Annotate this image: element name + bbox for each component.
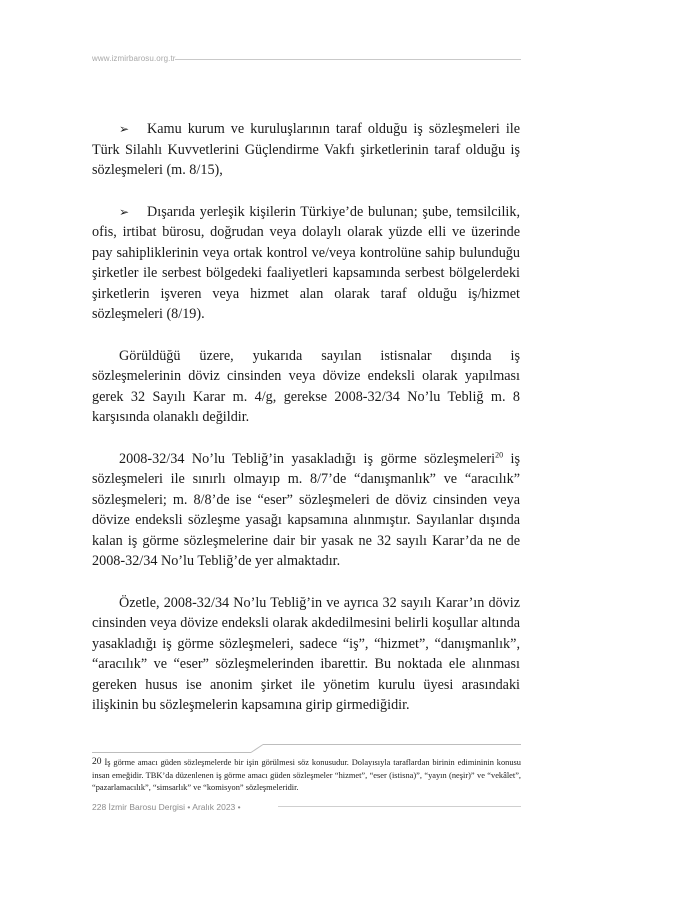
paragraph-text: 2008-32/34 No’lu Tebliğ’in yasakladığı iş görme sözleşmeleri bbox=[119, 450, 496, 467]
footnote-number: 20 bbox=[92, 757, 102, 767]
bullet-paragraph-2 bbox=[92, 202, 520, 325]
paragraph-text: Dışarıda yerleşik kişilerin Türkiye’de bulunan; şube, temsilcilik, ofis, irtibat bürosu, doğrudan veya dolaylı olarak yüzde elli ve üzerinde pay sahipliklerinin veya ortak kontrol ve/veya kontrolüne sahip bulunduğu şirketler ile serbest bölgedeki faaliyetleri kapsamında serbest bölgelerdeki şirketlerin işveren veya hizmet alan olarak taraf olduğu iş/hizmet sözleşmeleri (8/19). bbox=[92, 203, 520, 322]
footer-rule bbox=[278, 806, 521, 807]
arrow-bullet-icon: ➢ bbox=[119, 204, 130, 219]
footnote bbox=[92, 757, 521, 795]
footnote-rule bbox=[92, 742, 521, 754]
paragraph-5: Özetle, 2008-32/34 No’lu Tebliğ’in ve ayrıca 32 sayılı Karar’ın döviz cinsinden veya dövize endeksli olarak akdedilmesini belirli koşullar altında yasakladığı iş görme sözleşmeleri, sadece “iş”, “hizmet”, “danışmanlık”, “aracılık” ve “eser” sözleşmelerinden ibarettir. Bu noktada ele alınması gereken husus ise anonim şirket ile yönetim kurulu üyesi arasındaki ilişkinin bu sözleşmelerin kapsamına girip girmediğidir. bbox=[92, 594, 520, 713]
footnote-text: İş görme amacı güden sözleşmelerde bir işin görülmesi söz konusudur. Dolayısıyla taraflardan birinin edimininin konusu insan emeğidir. TBK’da düzenlenen iş görme amacı güden sözleşmeler “hizmet”, “eser (istisna)”, “yayın (neşir)” ve “vekâlet”, “pazarlamacılık”, “simsarlık” ve “komisyon” sözleşmeleridir. bbox=[92, 758, 521, 792]
footnote-reference[interactable]: 20 bbox=[495, 449, 504, 459]
bullet-paragraph-1 bbox=[92, 119, 520, 181]
main-text bbox=[92, 119, 520, 737]
arrow-bullet-icon: ➢ bbox=[119, 122, 130, 136]
paragraph-text: Kamu kurum ve kuruluşlarının taraf olduğu iş sözleşmeleri ile Türk Silahlı Kuvvetlerini Güçlendirme Vakfı şirketlerinin taraf olduğu iş sözleşmeleri (m. 8/15), bbox=[92, 121, 520, 178]
page-footer: 228 İzmir Barosu Dergisi • Aralık 2023 • bbox=[92, 802, 241, 812]
paragraph-text: iş sözleşmeleri ile sınırlı olmayıp m. 8/7’de “danışmanlık” ve “aracılık” sözleşmeleri; m. 8/8’de ise “eser” sözleşmeleri de döviz cinsinden veya dövize endeksli sözleşme yasağı kapsamına alınmıştır. Sayılanlar dışında kalan iş görme sözleşmelerine dair bir yasak ne 32 sayılı Karar’da ne de 2008-32/34 No’lu Tebliğ’de yer almaktadır. bbox=[92, 450, 521, 569]
header-rule bbox=[175, 59, 521, 60]
header-url: www.izmirbarosu.org.tr bbox=[92, 54, 176, 63]
paragraph-3: Görüldüğü üzere, yukarıda sayılan istisnalar dışında iş sözleşmelerinin döviz cinsinden veya dövize endeksli olarak yapılması gerek 32 Sayılı Karar m. 4/g, gerekse 2008-32/34 No’lu Tebliğ m. 8 karşısında olanaklı değildir. bbox=[92, 347, 520, 425]
paragraph-4 bbox=[92, 449, 520, 572]
